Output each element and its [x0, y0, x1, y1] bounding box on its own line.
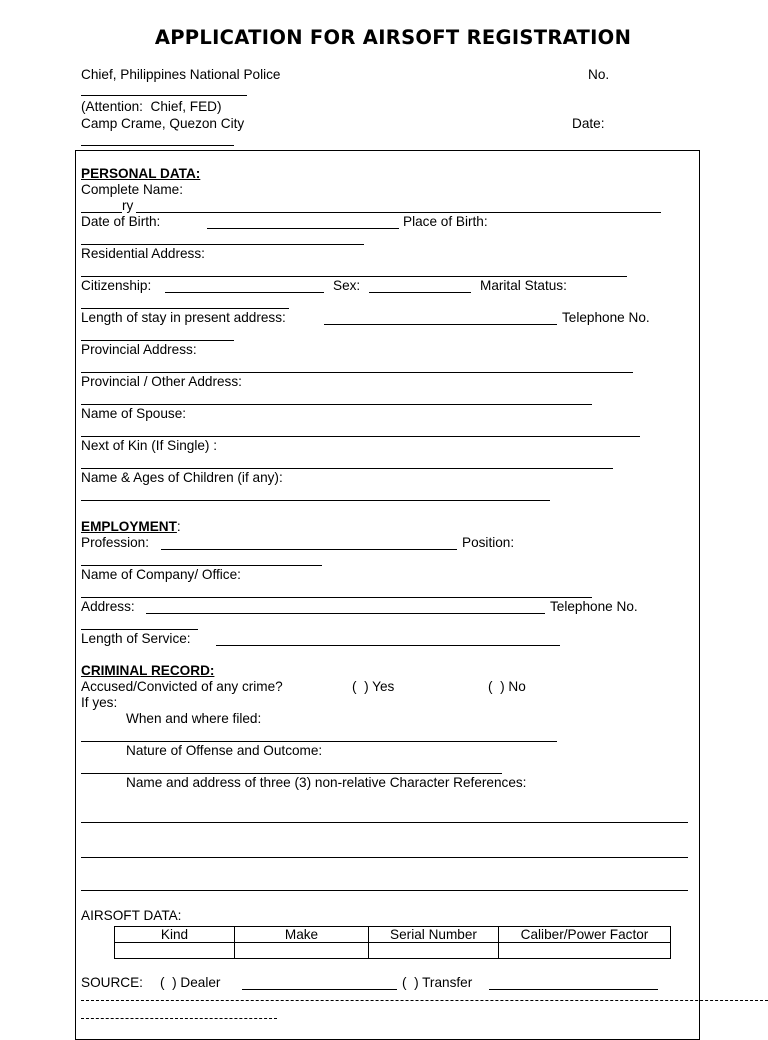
- company-field[interactable]: [81, 597, 592, 598]
- telephone-label: Telephone No.: [562, 310, 650, 325]
- criminal-record-heading: CRIMINAL RECORD:: [81, 663, 215, 678]
- complete-name-field-a[interactable]: [81, 212, 122, 213]
- date-of-birth-label: Date of Birth:: [81, 214, 161, 229]
- accused-question: Accused/Convicted of any crime?: [81, 679, 283, 694]
- airsoft-table-entry-row: [115, 943, 671, 959]
- marital-status-field[interactable]: [81, 308, 289, 309]
- provincial-other-address-field[interactable]: [81, 404, 592, 405]
- residential-address-label: Residential Address:: [81, 246, 205, 261]
- provincial-other-address-label: Provincial / Other Address:: [81, 374, 242, 389]
- citizenship-field[interactable]: [165, 292, 324, 293]
- children-field[interactable]: [81, 500, 550, 501]
- when-where-filed-label: When and where filed:: [126, 711, 262, 726]
- kind-cell[interactable]: [115, 943, 235, 959]
- addressee-text: Chief, Philippines National Police: [81, 67, 281, 82]
- personal-data-heading: PERSONAL DATA:: [81, 166, 201, 181]
- telephone-field[interactable]: [81, 340, 234, 341]
- length-of-service-label: Length of Service:: [81, 631, 191, 646]
- reference-field-3[interactable]: [81, 890, 688, 891]
- source-label: SOURCE:: [81, 975, 143, 990]
- children-label: Name & Ages of Children (if any):: [81, 470, 283, 485]
- residential-address-field[interactable]: [81, 276, 627, 277]
- if-yes-label: If yes:: [81, 695, 118, 710]
- column-header-caliber: Caliber/Power Factor: [499, 927, 671, 943]
- spouse-name-field[interactable]: [81, 436, 640, 437]
- length-of-service-field[interactable]: [216, 645, 560, 646]
- sex-field[interactable]: [369, 292, 471, 293]
- source-transfer-option[interactable]: ( ) Transfer: [402, 975, 473, 990]
- profession-field[interactable]: [161, 549, 457, 550]
- complete-name-field[interactable]: [136, 212, 661, 213]
- location-text: Camp Crame, Quezon City: [81, 116, 245, 131]
- next-of-kin-field[interactable]: [81, 468, 613, 469]
- position-label: Position:: [462, 535, 515, 550]
- employment-address-label: Address:: [81, 599, 135, 614]
- column-header-serial-number: Serial Number: [369, 927, 499, 943]
- nature-of-offense-field[interactable]: [81, 773, 502, 774]
- date-of-birth-field[interactable]: [207, 228, 399, 229]
- employment-telephone-field[interactable]: [81, 629, 198, 630]
- next-of-kin-label: Next of Kin (If Single) :: [81, 438, 217, 453]
- employment-address-field[interactable]: [146, 613, 545, 614]
- profession-label: Profession:: [81, 535, 150, 550]
- caliber-cell[interactable]: [499, 943, 671, 959]
- location-line[interactable]: [81, 145, 234, 146]
- provincial-address-label: Provincial Address:: [81, 342, 197, 357]
- employment-heading-colon: :: [176, 519, 181, 534]
- spouse-name-label: Name of Spouse:: [81, 406, 187, 421]
- place-of-birth-label: Place of Birth:: [403, 214, 488, 229]
- reference-field-2[interactable]: [81, 857, 688, 858]
- form-frame: [75, 150, 700, 1040]
- length-of-stay-field[interactable]: [324, 324, 557, 325]
- nature-of-offense-label: Nature of Offense and Outcome:: [126, 743, 323, 758]
- airsoft-data-heading: AIRSOFT DATA:: [81, 908, 182, 923]
- source-transfer-field[interactable]: [489, 989, 658, 990]
- place-of-birth-field[interactable]: [81, 244, 364, 245]
- cut-line: [81, 1000, 768, 1001]
- source-dealer-option[interactable]: ( ) Dealer: [160, 975, 221, 990]
- employment-heading: [81, 519, 181, 535]
- cut-line-continuation: [81, 1018, 277, 1019]
- column-header-kind: Kind: [115, 927, 235, 943]
- airsoft-table-header-row: [115, 927, 671, 943]
- character-references-label: Name and address of three (3) non-relative Character References:: [126, 775, 527, 790]
- company-label: Name of Company/ Office:: [81, 567, 241, 582]
- sex-label: Sex:: [333, 278, 361, 293]
- accused-yes-option[interactable]: ( ) Yes: [352, 679, 395, 694]
- position-field[interactable]: [81, 565, 322, 566]
- column-header-make: Make: [235, 927, 369, 943]
- attention-text: (Attention: Chief, FED): [81, 99, 222, 114]
- when-where-filed-field[interactable]: [81, 741, 557, 742]
- length-of-stay-label: Length of stay in present address:: [81, 310, 286, 325]
- number-label: No.: [588, 67, 610, 82]
- source-dealer-field[interactable]: [242, 989, 397, 990]
- marital-status-label: Marital Status:: [480, 278, 567, 293]
- reference-field-1[interactable]: [81, 822, 688, 823]
- citizenship-label: Citizenship:: [81, 278, 152, 293]
- complete-name-fill-text: ry: [122, 198, 134, 213]
- airsoft-data-table: [114, 926, 671, 959]
- date-label: Date:: [572, 116, 605, 131]
- serial-number-cell[interactable]: [369, 943, 499, 959]
- make-cell[interactable]: [235, 943, 369, 959]
- provincial-address-field[interactable]: [81, 372, 633, 373]
- employment-heading-text: EMPLOYMENT: [81, 519, 177, 534]
- accused-no-option[interactable]: ( ) No: [488, 679, 526, 694]
- addressee-line[interactable]: [81, 95, 247, 96]
- document-title: APPLICATION FOR AIRSOFT REGISTRATION: [154, 26, 632, 49]
- employment-telephone-label: Telephone No.: [550, 599, 638, 614]
- complete-name-label: Complete Name:: [81, 182, 183, 197]
